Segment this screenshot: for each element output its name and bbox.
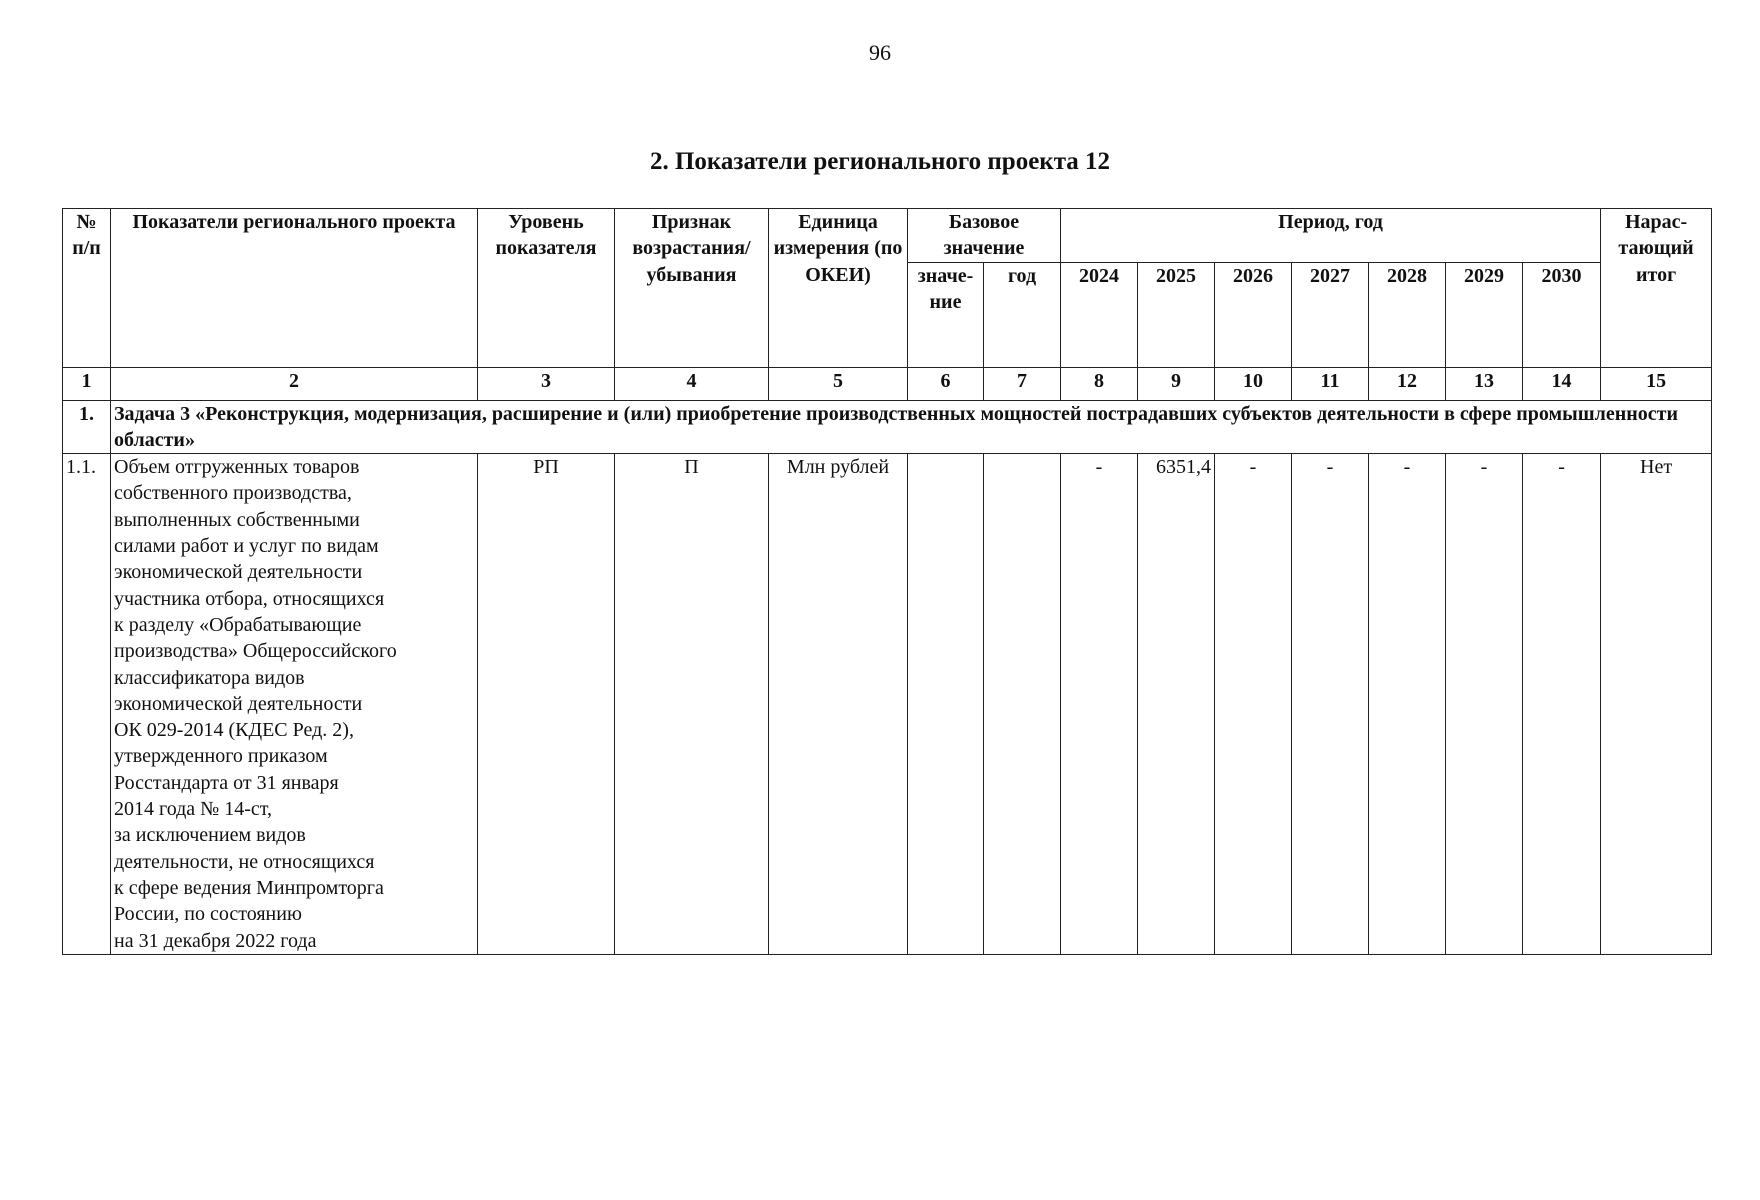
header-year-2029: 2029 [1446, 262, 1523, 367]
column-number: 13 [1446, 367, 1523, 400]
indicator-trend: П [615, 454, 769, 955]
page-number: 96 [869, 40, 891, 65]
header-period: Период, год [1061, 209, 1601, 263]
column-number: 11 [1292, 367, 1369, 400]
base-value [908, 454, 984, 955]
cumulative-flag: Нет [1601, 454, 1712, 955]
column-number: 5 [769, 367, 908, 400]
task-row [63, 400, 1712, 454]
value-2024: - [1061, 454, 1138, 955]
header-year-2027: 2027 [1292, 262, 1369, 367]
column-number: 8 [1061, 367, 1138, 400]
header-year-2025: 2025 [1138, 262, 1215, 367]
header-base-year: год [984, 262, 1061, 367]
header-base-value: значе- ние [908, 262, 984, 367]
document-title: 2. Показатели регионального проекта 12 [649, 148, 1111, 175]
value-2029: - [1446, 454, 1523, 955]
header-unit: Единица измерения (по ОКЕИ) [769, 209, 908, 368]
header-year-2030: 2030 [1523, 262, 1601, 367]
header-indicator-name: Показатели регионального проекта [111, 209, 478, 368]
header-row-top [63, 209, 1712, 263]
value-2030: - [1523, 454, 1601, 955]
header-trend: Признак возрастания/ убывания [615, 209, 769, 368]
header-base: Базовое значение [908, 209, 1061, 263]
indicator-unit: Млн рублей [769, 454, 908, 955]
indicators-table [62, 208, 1712, 955]
column-number-row [63, 367, 1712, 400]
row-number: 1.1. [63, 454, 111, 955]
header-cumulative: Нарас- тающий итог [1601, 209, 1712, 368]
column-number: 12 [1369, 367, 1446, 400]
task-text: Задача 3 «Реконструкция, модернизация, расширение и (или) приобретение производственных мощностей пострадавших субъектов деятельности в сфере промышленности области» [111, 400, 1712, 454]
header-num: № п/п [63, 209, 111, 368]
column-number: 15 [1601, 367, 1712, 400]
value-2026: - [1215, 454, 1292, 955]
column-number: 1 [63, 367, 111, 400]
column-number: 14 [1523, 367, 1601, 400]
column-number: 4 [615, 367, 769, 400]
header-year-2028: 2028 [1369, 262, 1446, 367]
value-2027: - [1292, 454, 1369, 955]
value-2025: 6351,4 [1138, 454, 1215, 955]
column-number: 7 [984, 367, 1061, 400]
value-2028: - [1369, 454, 1446, 955]
indicator-level: РП [478, 454, 615, 955]
column-number: 10 [1215, 367, 1292, 400]
base-year [984, 454, 1061, 955]
column-number: 6 [908, 367, 984, 400]
indicator-name: Объем отгруженных товаров собственного производства, выполненных собственными силами работ и услуг по видам экономической деятельности участника отбора, относящихся к разделу «Обрабатывающие производства» Общероссийского классификатора видов экономической деятельности ОК 029-2014 (КДЕС Ред. 2), утвержденного приказом Росстандарта от 31 января 2014 года № 14-ст, за исключением видов деятельности, не относящихся к сфере ведения Минпромторга России, по состоянию на 31 декабря 2022 года [111, 454, 478, 955]
column-number: 2 [111, 367, 478, 400]
column-number: 9 [1138, 367, 1215, 400]
task-number: 1. [63, 400, 111, 454]
header-year-2026: 2026 [1215, 262, 1292, 367]
table-row [63, 454, 1712, 955]
header-level: Уровень показателя [478, 209, 615, 368]
column-number: 3 [478, 367, 615, 400]
header-year-2024: 2024 [1061, 262, 1138, 367]
